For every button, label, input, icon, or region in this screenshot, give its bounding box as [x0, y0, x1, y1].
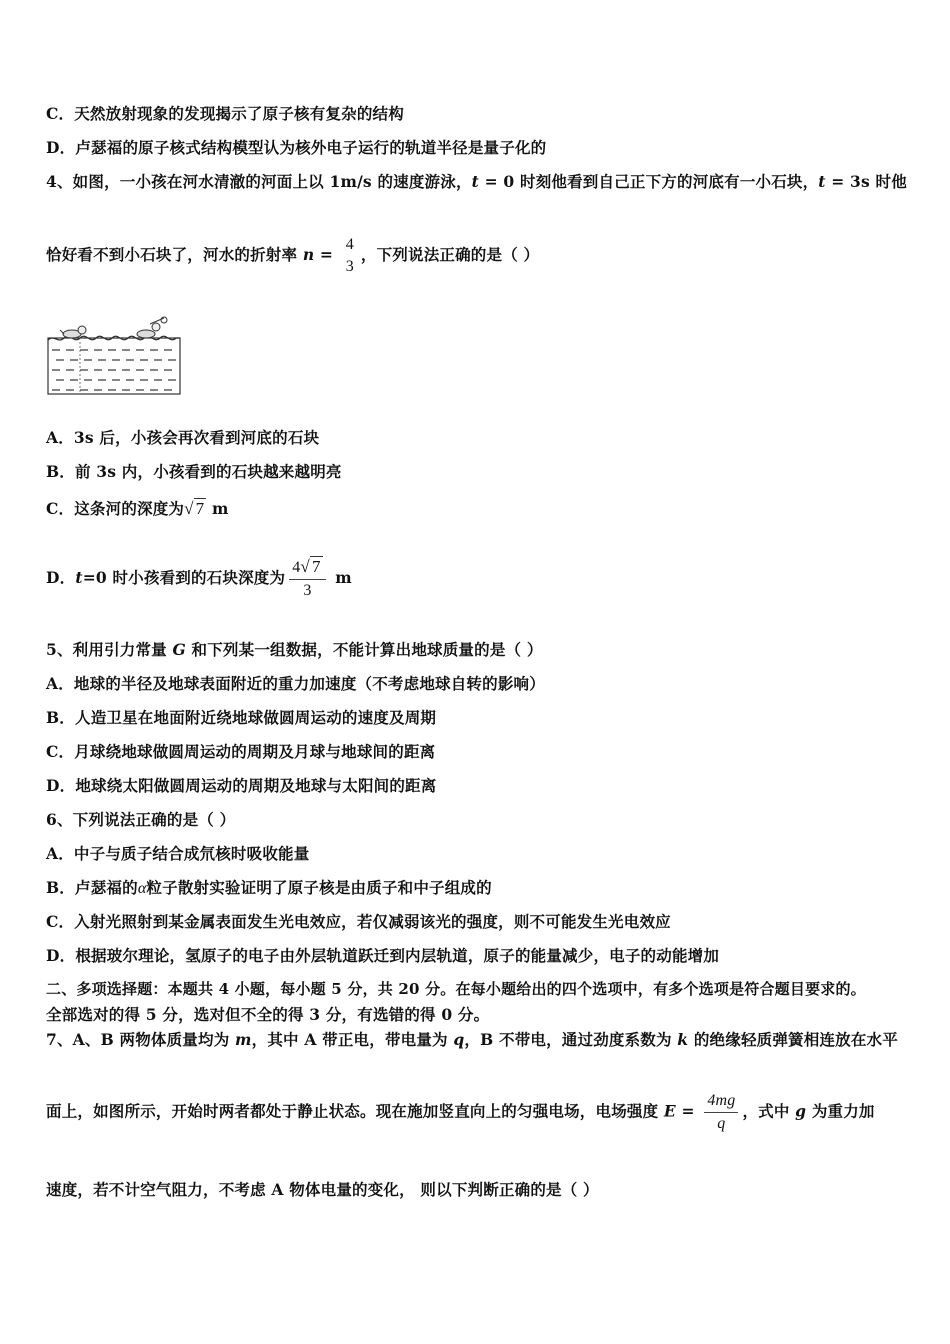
q4-stem-line2: 恰好看不到小石块了，河水的折射率 n = 4 3 ，下列说法正确的是（ ）	[46, 234, 539, 278]
q4-option-c: C．这条河的深度为√ 7 m	[46, 499, 229, 518]
q6-option-a: A．中子与质子结合成氘核时吸收能量	[46, 844, 310, 863]
river-swimmer-figure	[46, 312, 186, 398]
depth-fraction: $\frac{4√ 7}{3}$	[289, 556, 325, 602]
q5-option-d: D．地球绕太阳做圆周运动的周期及地球与太阳间的距离	[46, 776, 437, 795]
q5-option-b: B．人造卫星在地面附近绕地球做圆周运动的速度及周期	[46, 708, 437, 727]
q3-option-d: D．卢瑟福的原子核式结构模型认为核外电子运行的轨道半径是量子化的	[46, 138, 547, 157]
q7-stem-line3: 速度，若不计空气阻力，不考虑 A 物体电量的变化， 则以下判断正确的是（ ）	[46, 1180, 599, 1199]
q5-stem: 5、利用引力常量 G 和下列某一组数据，不能计算出地球质量的是（ ）	[46, 640, 543, 659]
q7-stem-line1: 7、A、B 两物体质量均为 m，其中 A 带正电，带电量为 q，B 不带电，通过劲度系数为 k 的绝缘轻质弹簧相连放在水平	[46, 1030, 898, 1049]
q3-option-c: C．天然放射现象的发现揭示了原子核有复杂的结构	[46, 104, 404, 123]
sqrt-7: √ 7	[184, 499, 205, 518]
q5-option-a: A．地球的半径及地球表面附近的重力加速度（不考虑地球自转的影响）	[46, 674, 545, 693]
q7-stem-line2: 面上，如图所示，开始时两者都处于静止状态。现在施加竖直向上的匀强电场，电场强度 E = $\frac{4mg}{q}$ ，式中 g 为重力加	[46, 1090, 875, 1135]
q6-option-b: B．卢瑟福的α粒子散射实验证明了原子核是由质子和中子组成的	[46, 878, 492, 897]
q4-option-d: D．t=0 时小孩看到的石块深度为 $\frac{4√ 7}{3}$ m	[46, 556, 352, 602]
q4-option-a: A．3s 后，小孩会再次看到河底的石块	[46, 428, 320, 447]
q6-stem: 6、下列说法正确的是（ ）	[46, 810, 236, 829]
refraction-index-fraction: 4 3	[345, 236, 354, 275]
section2-heading-line1: 二、多项选择题：本题共 4 小题，每小题 5 分，共 20 分。在每小题给出的四个选项中，有多个选项是符合题目要求的。	[46, 980, 866, 998]
section2-heading-line2: 全部选对的得 5 分，选对但不全的得 3 分，有选错的得 0 分。	[46, 1005, 490, 1024]
q5-option-c: C．月球绕地球做圆周运动的周期及月球与地球间的距离	[46, 742, 436, 761]
q6-option-d: D．根据玻尔理论，氢原子的电子由外层轨道跃迁到内层轨道，原子的能量减少，电子的动能增加	[46, 946, 720, 965]
q6-option-c: C．入射光照射到某金属表面发生光电效应，若仅减弱该光的强度，则不可能发生光电效应	[46, 912, 671, 931]
q4-option-b: B．前 3s 内，小孩看到的石块越来越明亮	[46, 462, 342, 481]
q4-stem-line1: 4、如图，一小孩在河水清澈的河面上以 1m/s 的速度游泳，t = 0 时刻他看到自己正下方的河底有一小石块，t = 3s 时他	[46, 172, 907, 191]
field-strength-fraction: $\frac{4mg}{q}$	[704, 1090, 738, 1135]
swimmer-end-icon	[137, 317, 167, 338]
